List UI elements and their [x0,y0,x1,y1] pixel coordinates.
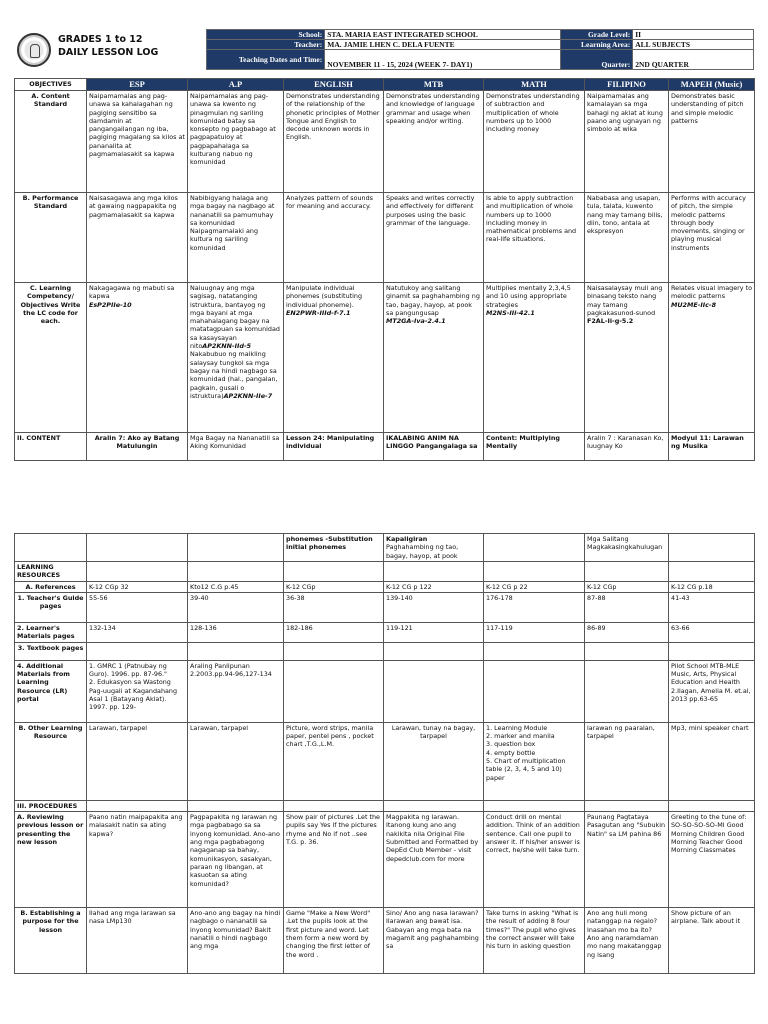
cell-mapeh: 63-66 [669,622,755,642]
school-label: School: [207,30,325,40]
cell-filipino: K-12 CGp [585,581,669,592]
quarter-value: 2ND QUARTER [633,50,754,70]
cell-filipino: 86-89 [585,622,669,642]
cell-english: Analyzes pattern of sounds for meaning and accuracy. [284,193,384,283]
lc-code: EN2PWR-IIId-f-7.1 [286,308,351,317]
dates-label: Teaching Dates and Time: [207,50,325,70]
cell-math [484,660,585,722]
teacher-label: Teacher: [207,40,325,50]
teachers-guide-row [15,592,755,622]
competency-text-2: Nakabubuo ng maikling salaysay tungkol sa mga bagay na hindi nagbago sa komunidad (hal., pangalan, pagkain, gusali o istruktura) [190,350,278,400]
cell-mtb: 119-121 [384,622,484,642]
cell-esp: Aralin 7: Ako ay Batang Matulungin [87,433,188,461]
row-label: B. Other Learning Resource [15,722,87,800]
competency-text: Naisasalaysay muli ang binasang teksto nang may tamang pagkakasunod-sunod [587,284,663,317]
learners-materials-row [15,622,755,642]
cell-mapeh: Show picture of an airplane. Talk about it [669,908,755,974]
learning-resources-row [15,562,755,582]
additional-materials-row [15,660,755,722]
cell-ap: Nabibigyang halaga ang mga bagay na nagbago at nananatili sa pamumuhay sa komunidad Naipagmamalaki ang kultura ng sariling komunidad [188,193,284,283]
lesson-log-page-2 [0,530,768,1024]
cell-esp: Naipamamalas ang pag-unawa sa kahalagahan ng pagiging sensitibo sa damdamin at pangangailangan ng iba, pagiging magalang sa kilos at pananalita at pagmamalasakit sa kapwa [87,91,188,193]
cell-mapeh: Pilot School MTB-MLE Music, Arts, Physical Education and Health 2.Ilagan, Amelia M. et.al, 2013 pp.63-65 [669,660,755,722]
cell-ap: Ano-ano ang bagay na hindi nagbago o nananatili sa inyong komunidad? Bakit nanatili o hindi nagbago ang mga [188,908,284,974]
competency-text: Naiuugnay ang mga sagisag, natatanging istruktura, bantayog ng mga bayani at mga mahahalagang bagay na matatagpuan sa komunidad sa kasaysayan nito [190,284,280,351]
row-label: 2. Learner's Materials pages [15,622,87,642]
cell-mapeh [669,534,755,562]
learning-competency-row [15,283,755,433]
cell-math: 1. Learning Module 2. marker and manila 3. question box 4. empty bottle 5. Chart of multiplication table (2, 3, 4, 5 and 10) paper [484,722,585,800]
cell-ap [188,283,284,433]
cell-filipino [585,283,669,433]
cell-esp: Paano natin maipapakita ang malasakit natin sa ating kapwa? [87,812,188,908]
cell-mtb [384,283,484,433]
procedures-row [15,800,755,811]
cell-ap: 39-40 [188,592,284,622]
cell-math: Demonstrates understanding of subtraction and multiplication of whole numbers up to 1000 including money [484,91,585,193]
cell-esp: 1. GMRC 1 (Patnubay ng Guro). 1996. pp. 87-96." 2. Edukasyon sa Wastong Pag-uugali at Kagandahang Asal 1 (Batayang Aklat). 1997. pp. 129- [87,660,188,722]
area-label: Learning Area: [560,40,633,50]
cell-esp: 132-134 [87,622,188,642]
cell-filipino: Ano ang huli mong natanggap na regalo? Inasahan mo ba ito? Ano ang naramdaman mo nang makatanggap ng isang [585,908,669,974]
row-label: B. Performance Standard [15,193,87,283]
cell-mtb: Kapaligiran Paghahambing ng tao, bagay, hayop, at pook [384,534,484,562]
cell-math: 176-178 [484,592,585,622]
cell-esp: K-12 CGp 32 [87,581,188,592]
cell-english: K-12 CGp [284,581,384,592]
dates-value: NOVEMBER 11 - 15, 2024 (WEEK 7- DAY1) [325,50,560,70]
col-mtb: MTB [384,79,484,91]
cell-mtb: Speaks and writes correctly and effectively for different purposes using the basic grammar of the language. [384,193,484,283]
cell-english: Game "Make a New Word" .Let the pupils look at the first picture and word. Let them form a new word by changing the first letter of the word . [284,908,384,974]
cell-mapeh: K-12 CG p.18 [669,581,755,592]
cell-filipino: Aralin 7 : Karanasan Ko, Iuugnay Ko [585,433,669,461]
cell-math: K-12 CG p 22 [484,581,585,592]
cell-mtb: 139-140 [384,592,484,622]
cell-mapeh: Greeting to the tune of: SO-SO-SO-SO-MI Good Morning Children Good Morning Teacher Good Morning Classmates [669,812,755,908]
competency-text: Manipulate individual phonemes (substituting individual phoneme). [286,284,363,309]
cell-math [484,534,585,562]
grade-value: II [633,30,754,40]
col-mapeh: MAPEH (Music) [669,79,755,91]
row-label: 3. Textbook pages [15,642,87,660]
row-label: 1. Teacher's Guide pages [15,592,87,622]
school-value: STA. MARIA EAST INTEGRATED SCHOOL [325,30,560,40]
lc-code: M2NS-IIi-42.1 [486,308,535,317]
grade-label: Grade Level: [560,30,633,40]
cell-ap: Larawan, tarpapel [188,722,284,800]
lesson-log-page-1 [0,0,768,482]
competency-text: Natutukoy ang salitang ginamit sa paghahambing ng tao, bagay, hayop, at pook sa pangungusap [386,284,480,317]
cell-math: Content: Multiplying Mentally [484,433,585,461]
cell-esp: 55-56 [87,592,188,622]
row-label: LEARNING RESOURCES [15,562,87,582]
title-line-1: GRADES 1 to 12 [58,34,143,45]
row-label: A. Reviewing previous lesson or presenting the new lesson [15,812,87,908]
cell-mapeh: Mp3, mini speaker chart [669,722,755,800]
cell-filipino: 87-88 [585,592,669,622]
content-standard-row [15,91,755,193]
row-label: A. References [15,581,87,592]
cell-mapeh: Modyul 11: Larawan ng Musika [669,433,755,461]
establishing-purpose-row [15,908,755,974]
resources-procedures-table [14,533,755,974]
cell-mapeh [669,283,755,433]
objectives-heading: OBJECTIVES [15,79,87,91]
cell-esp: Larawan, tarpapel [87,722,188,800]
area-value: ALL SUBJECTS [633,40,754,50]
cell-esp: Ilahad ang mga larawan sa nasa LMp130 [87,908,188,974]
cell-esp [87,534,188,562]
lc-code: AP2KNN-IId-5 [202,342,252,351]
row-label: B. Establishing a purpose for the lesson [15,908,87,974]
teacher-value: MA. JAMIE LHEN C. DELA FUENTE [325,40,560,50]
cell-ap: 128-136 [188,622,284,642]
col-english: ENGLISH [284,79,384,91]
cell-filipino: larawan ng paaralan, tarpapel [585,722,669,800]
cell-filipino: Paunang Pagtataya Pasagutan ang "Subukin Natin" sa LM pahina 86 [585,812,669,908]
cell-mapeh: Demonstrates basic understanding of pitch and simple melodic patterns [669,91,755,193]
cell-math: Take turns in asking "What is the result of adding 8 four times?" The pupil who gives the correct answer will take his turn in asking question [484,908,585,974]
cell-mtb: Sino/ Ano ang nasa larawan? Ilarawan ang bawat isa. Gabayan ang mga bata na magamit ang paghahambing sa [384,908,484,974]
row-label: III. PROCEDURES [15,800,87,811]
textbook-row [15,642,755,660]
cell-english: 182-186 [284,622,384,642]
competency-text: Multiplies mentally 2,3,4,5 and 10 using appropriate strategies [486,284,571,309]
deped-seal-icon [17,33,51,67]
cell-english: Lesson 24: Manipulating individual [284,433,384,461]
cell-esp [87,283,188,433]
title-line-2: DAILY LESSON LOG [58,47,159,58]
review-lesson-row [15,812,755,908]
row-label: A. Content Standard [15,91,87,193]
cell-english: Demonstrates understanding of the relationship of the phonetic principles of Mother Tongue and English to decode unknown words in English. [284,91,384,193]
document-title [58,33,158,59]
cell-english: phonemes -Substitution initial phonemes [284,534,384,562]
continued-content-row [15,534,755,562]
competency-text: Nakagagawa ng mabuti sa kapwa [89,284,175,301]
cell-english [284,660,384,722]
cell-mapeh: Performs with accuracy of pitch, the simple melodic patterns through body movements, singing or playing musical instruments [669,193,755,283]
cell-english [284,283,384,433]
lc-code-2: AP2KNN-IIe-7 [223,391,273,400]
col-ap: A.P [188,79,284,91]
cell-mtb [384,660,484,722]
cell-filipino [585,660,669,722]
cell-filipino: Naipamamalas ang kamalayan sa mga bahagi ng aklat at kung paano ang ugnayan ng simbolo at wika [585,91,669,193]
cell-mtb: Larawan, tunay na bagay, tarpapel [384,722,484,800]
cell-math: 117-119 [484,622,585,642]
lc-code: MT2GA-Iva-2.4.1 [386,317,446,326]
col-esp: ESP [87,79,188,91]
cell-mtb: K-12 CG p 122 [384,581,484,592]
cell-mtb: Magpakita ng larawan. Itanong kung ano ang nakikita nila Original File Submitted and Formatted by DepEd Club Member - visit depedclub.com for more [384,812,484,908]
cell-ap: Kto12 C.G p.45 [188,581,284,592]
cell-math: Is able to apply subtraction and multiplication of whole numbers up to 1000 including money in mathematical problems and real-life situations. [484,193,585,283]
cell-filipino: Nababasa ang usapan, tula, talata, kuwento nang may tamang bilis, diin, tono, antala at ekspresyon [585,193,669,283]
objectives-table [14,78,755,461]
cell-ap [188,534,284,562]
column-header-row [15,79,755,91]
row-label: C. Learning Competency/ Objectives Write the LC code for each. [15,283,87,433]
other-resources-row [15,722,755,800]
cell-mapeh: 41-43 [669,592,755,622]
cell-ap: Mga Bagay na Nananatili sa Aking Komunidad [188,433,284,461]
row-label [15,534,87,562]
header-info-table [206,29,754,70]
lc-code: F2AL-Ii-g-5.2 [587,317,634,326]
cell-math: Conduct drill on mental addition. Think of an addition sentence. Call one pupil to answer it. If his/her answer is correct, he/she will take turn. [484,812,585,908]
cell-esp: Naisasagawa ang mga kilos at gawaing nagpapakita ng pagmamalasakit sa kapwa [87,193,188,283]
cell-mtb: Demonstrates understanding and knowledge of language grammar and usage when speaking and/or writing. [384,91,484,193]
row-label: II. CONTENT [15,433,87,461]
content-row [15,433,755,461]
quarter-label: Quarter: [560,50,633,70]
lc-code: MU2ME-IIc-8 [671,300,717,309]
references-row [15,581,755,592]
cell-math [484,283,585,433]
cell-english: 36-38 [284,592,384,622]
cell-filipino: Mga Salitang Magkakasingkahulugan [585,534,669,562]
cell-english: Show pair of pictures .Let the pupils say Yes if the pictures rhyme and No if not ..see T.G. p. 36. [284,812,384,908]
cell-ap: Araling Panlipunan 2.2003.pp.94-96,127-134 [188,660,284,722]
cell-ap: Pagpapakita ng larawan ng mga pagbabago sa sa inyong komunidad. Ano-ano ang mga pagbabagong nagaganap sa bahay, komunikasyon, sasakyan, paraan ng libangan, at kasuotan sa ating komunidad? [188,812,284,908]
cell-english: Picture, word strips, manila paper, pentel pens , pocket chart ,T.G.,L.M. [284,722,384,800]
performance-standard-row [15,193,755,283]
lc-code: EsP2PIIe-10 [89,300,132,309]
col-math: MATH [484,79,585,91]
competency-text: Relates visual imagery to melodic patterns [671,284,752,301]
lesson-log-header [14,29,754,71]
cell-ap: Naipamamalas ang pag-unawa sa kwento ng pinagmulan ng sariling komunidad batay sa konsepto ng pagbabago at pagpapatuloy at pagpapahalaga sa kulturang nabuo ng komunidad [188,91,284,193]
row-label: 4. Additional Materials from Learning Resource (LR) portal [15,660,87,722]
cell-mtb: IKALABING ANIM NA LINGGO Pangangalaga sa [384,433,484,461]
col-filipino: FILIPINO [585,79,669,91]
